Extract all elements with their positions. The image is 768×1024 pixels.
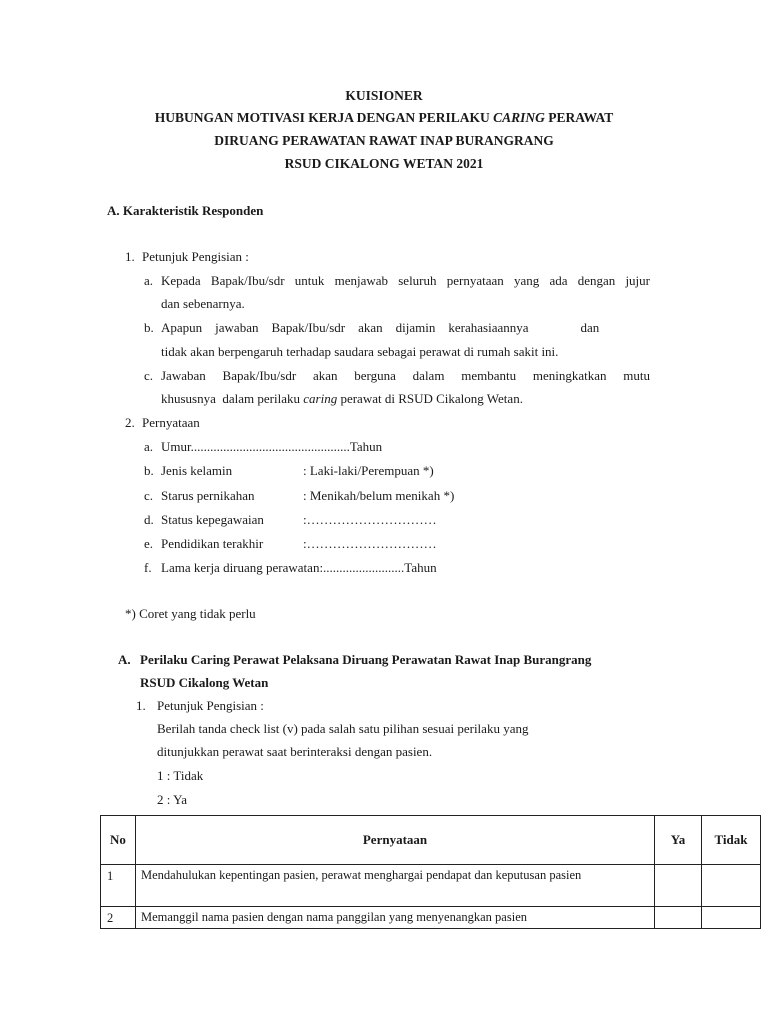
instruction-line: ditunjukkan perawat saat berinteraksi dengan pasien.	[157, 744, 433, 759]
petunjuk-label: Petunjuk Pengisian :	[157, 698, 264, 713]
pernyataan-label: Pernyataan	[142, 415, 200, 430]
footnote: *) Coret yang tidak perlu	[125, 606, 256, 621]
col-header-ya: Ya	[655, 816, 702, 865]
field-lama-kerja: Lama kerja diruang perawatan:.........................Tahun	[161, 560, 437, 575]
field-value: : Laki-laki/Perempuan *)	[303, 463, 434, 478]
instruction-text: Kepada Bapak/Ibu/sdr untuk menjawab seluruh pernyataan yang ada dengan jujur	[161, 273, 650, 288]
petunjuk-label: Petunjuk Pengisian :	[142, 249, 249, 264]
checkbox-tidak[interactable]	[702, 865, 761, 907]
field-value: :…………………………	[303, 536, 437, 551]
petunjuk-number: 1.	[136, 698, 146, 713]
scale-tidak: 1 : Tidak	[157, 768, 204, 783]
text-em: caring	[303, 391, 338, 406]
field-marker: d.	[144, 512, 154, 527]
table-header-row	[101, 816, 761, 865]
field-umur: Umur.................................................Tahun	[161, 439, 383, 454]
field-label: Jenis kelamin	[161, 463, 233, 478]
text-pre: khususnya dalam perilaku	[161, 391, 304, 406]
scale-ya: 2 : Ya	[157, 792, 187, 807]
text-post: perawat di RSUD Cikalong Wetan.	[337, 391, 523, 406]
field-marker: a.	[144, 439, 154, 454]
subtitle-pre: HUBUNGAN MOTIVASI KERJA DENGAN PERILAKU	[154, 110, 494, 125]
doc-subtitle-line2: DIRUANG PERAWATAN RAWAT INAP BURANGRANG	[214, 133, 554, 148]
checkbox-ya[interactable]	[655, 907, 702, 929]
field-marker: f.	[144, 560, 152, 575]
instruction-text: Jawaban Bapak/Ibu/sdr akan berguna dalam membantu meningkatkan mutu	[161, 368, 650, 383]
field-marker: b.	[144, 463, 154, 478]
field-marker: c.	[144, 488, 154, 503]
instruction-text-cont	[161, 391, 523, 407]
instruction-text-cont: dan sebenarnya.	[161, 296, 245, 311]
field-value: :…………………………	[303, 512, 437, 527]
col-header-tidak: Tidak	[702, 816, 761, 865]
row-statement: Memanggil nama pasien dengan nama panggilan yang menyenangkan pasien	[136, 907, 655, 929]
section-b-heading: Perilaku Caring Perawat Pelaksana Diruang Perawatan Rawat Inap Burangrang	[140, 652, 592, 667]
instruction-marker: a.	[144, 273, 154, 288]
instruction-marker: b.	[144, 320, 154, 335]
field-marker: e.	[144, 536, 154, 551]
subtitle-em: CARING	[493, 110, 545, 125]
table-row	[101, 865, 761, 907]
table-row	[101, 907, 761, 929]
subtitle-post: PERAWAT	[544, 110, 614, 125]
section-b-marker: A.	[118, 652, 131, 667]
pernyataan-number: 2.	[125, 415, 135, 430]
instruction-text-cont: tidak akan berpengaruh terhadap saudara sebagai perawat di rumah sakit ini.	[161, 344, 559, 359]
doc-subtitle-line1	[0, 110, 768, 126]
checkbox-tidak[interactable]	[702, 907, 761, 929]
field-label: Starus pernikahan	[161, 488, 255, 503]
col-header-no: No	[101, 816, 136, 865]
col-header-pernyataan: Pernyataan	[136, 816, 655, 865]
instruction-text: Apapun jawaban Bapak/Ibu/sdr akan dijamin kerahasiaannya dan	[161, 320, 600, 335]
row-number: 2	[101, 907, 136, 929]
field-label: Pendidikan terakhir	[161, 536, 264, 551]
doc-title: KUISIONER	[345, 88, 423, 103]
instruction-marker: c.	[144, 368, 154, 383]
section-a-heading: A. Karakteristik Responden	[107, 203, 264, 218]
checkbox-ya[interactable]	[655, 865, 702, 907]
petunjuk-number: 1.	[125, 249, 135, 264]
row-number: 1	[101, 865, 136, 907]
field-label: Status kepegawaian	[161, 512, 264, 527]
field-value: : Menikah/belum menikah *)	[303, 488, 455, 503]
instruction-line: Berilah tanda check list (v) pada salah satu pilihan sesuai perilaku yang	[157, 721, 529, 736]
doc-subtitle-line3: RSUD CIKALONG WETAN 2021	[284, 156, 484, 171]
questionnaire-table	[100, 815, 761, 929]
section-b-heading-cont: RSUD Cikalong Wetan	[140, 675, 269, 690]
row-statement: Mendahulukan kepentingan pasien, perawat menghargai pendapat dan keputusan pasien	[136, 865, 655, 907]
